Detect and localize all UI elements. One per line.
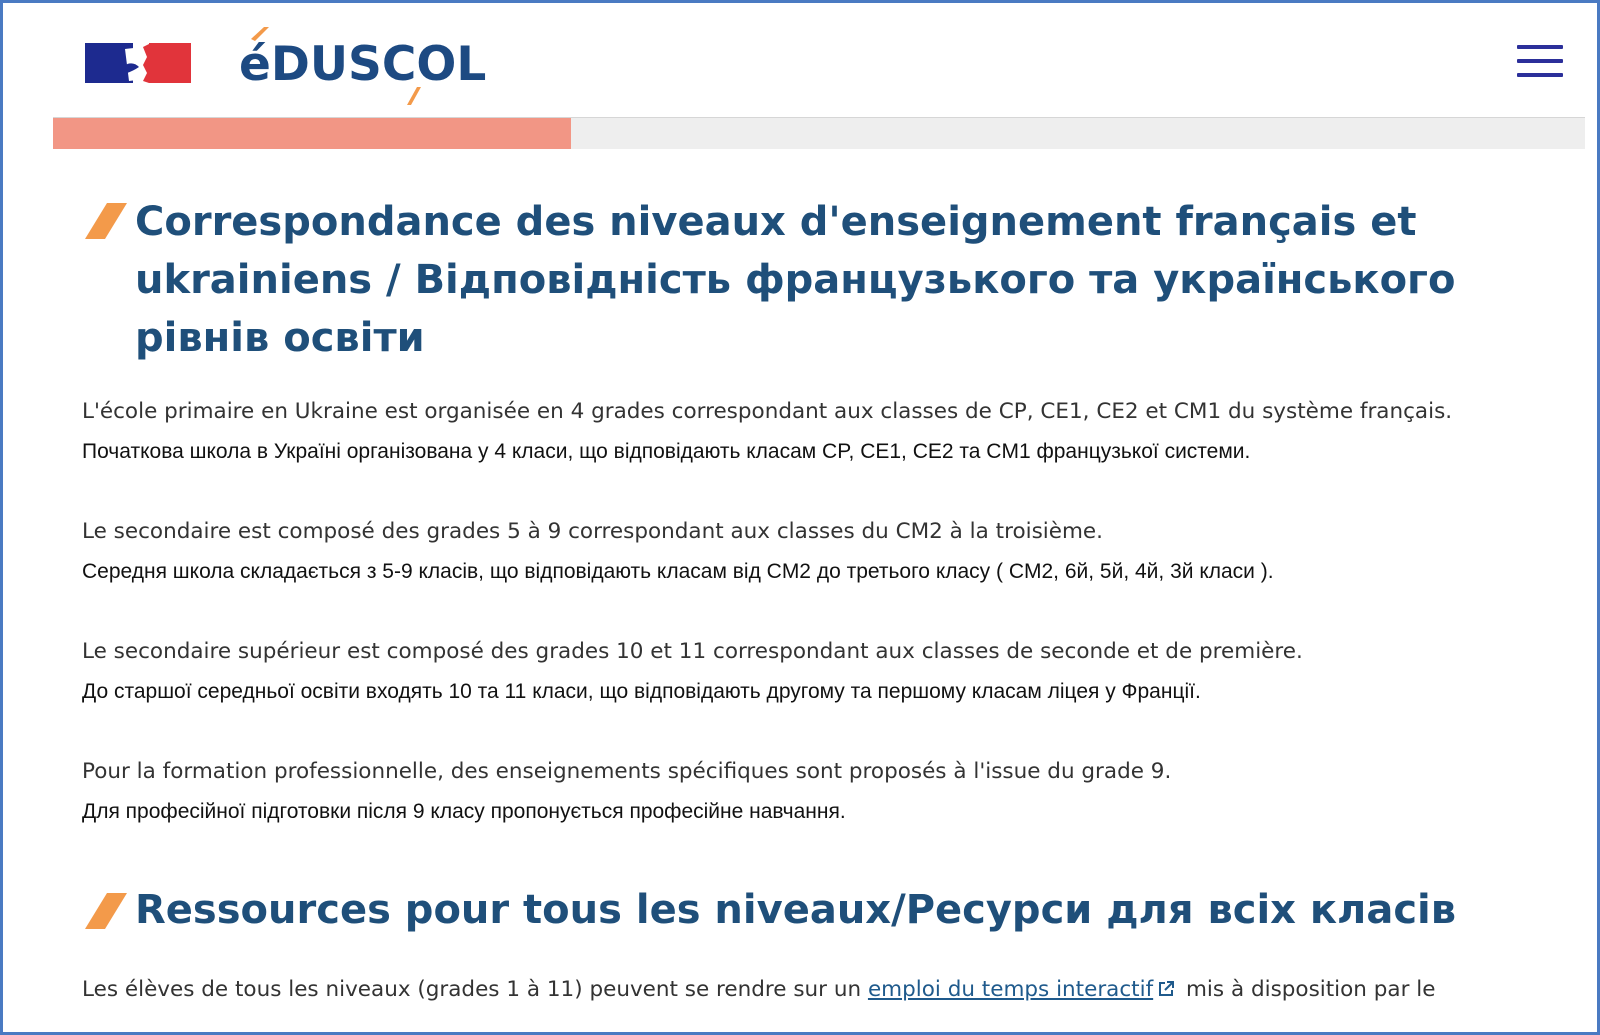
paragraph-upper-secondary (82, 637, 1542, 707)
paragraph-fr: L'école primaire en Ukraine est organisée en 4 grades correspondant aux classes de CP, CE1, CE2 et CM1 du système français. (82, 399, 1453, 424)
section-title: Ressources pour tous les niveaux/Ресурси для всіх класів (135, 887, 1457, 933)
paragraph-secondary (82, 517, 1542, 587)
heading-slash-icon (85, 893, 127, 929)
paragraph-fr (82, 975, 1542, 1005)
paragraph-ua: До старшої середньої освіти входять 10 та 11 класи, що відповідають другому та першому класам ліцея у Франції. (82, 680, 1201, 703)
resources-text-after: mis à disposition par le (1179, 977, 1436, 1002)
section-heading-2 (85, 881, 1525, 939)
paragraph-resources (82, 975, 1542, 1005)
paragraph-primary (82, 397, 1542, 467)
reading-progress-bar (53, 118, 1585, 149)
reading-progress-fill (53, 118, 571, 149)
resources-text-before: Les élèves de tous les niveaux (grades 1 à 11) peuvent se rendre sur un (82, 977, 868, 1002)
paragraph-ua: Середня школа складається з 5-9 класів, що відповідають класам від CM2 до третього класу ( CM2, 6й, 5й, 4й, 3й класи ). (82, 560, 1274, 583)
paragraph-fr: Le secondaire est composé des grades 5 à 9 correspondant aux classes du CM2 à la troisième. (82, 519, 1103, 544)
external-link-icon[interactable] (1157, 980, 1175, 998)
heading-slash-icon (85, 203, 127, 239)
paragraph-vocational (82, 757, 1542, 827)
logo-text: éDUSCOL (239, 37, 487, 92)
paragraph-ua: Для професійної підготовки після 9 класу пропонується професійне навчання. (82, 800, 846, 823)
logo-cedilla-mark (407, 87, 423, 105)
french-republic-flag-icon[interactable] (85, 43, 191, 83)
interactive-timetable-link[interactable]: emploi du temps interactif (867, 977, 1154, 1002)
section-heading-1 (85, 193, 1525, 367)
paragraph-fr: Pour la formation professionnelle, des enseignements spécifiques sont proposés à l'issue du grade 9. (82, 759, 1172, 784)
menu-button[interactable] (1515, 43, 1565, 79)
paragraph-ua: Початкова школа в Україні організована у 4 класи, що відповідають класам CP, CE1, CE2 та CM1 французької системи. (82, 440, 1251, 463)
logo-accent-mark (251, 27, 269, 41)
paragraph-fr: Le secondaire supérieur est composé des grades 10 et 11 correspondant aux classes de seconde et de première. (82, 639, 1303, 664)
eduscol-logo[interactable] (239, 23, 487, 103)
page-title: Correspondance des niveaux d'enseignement français et ukrainiens / Відповідність французького та українського рівнів освіти (135, 199, 1456, 361)
site-header (53, 3, 1585, 118)
